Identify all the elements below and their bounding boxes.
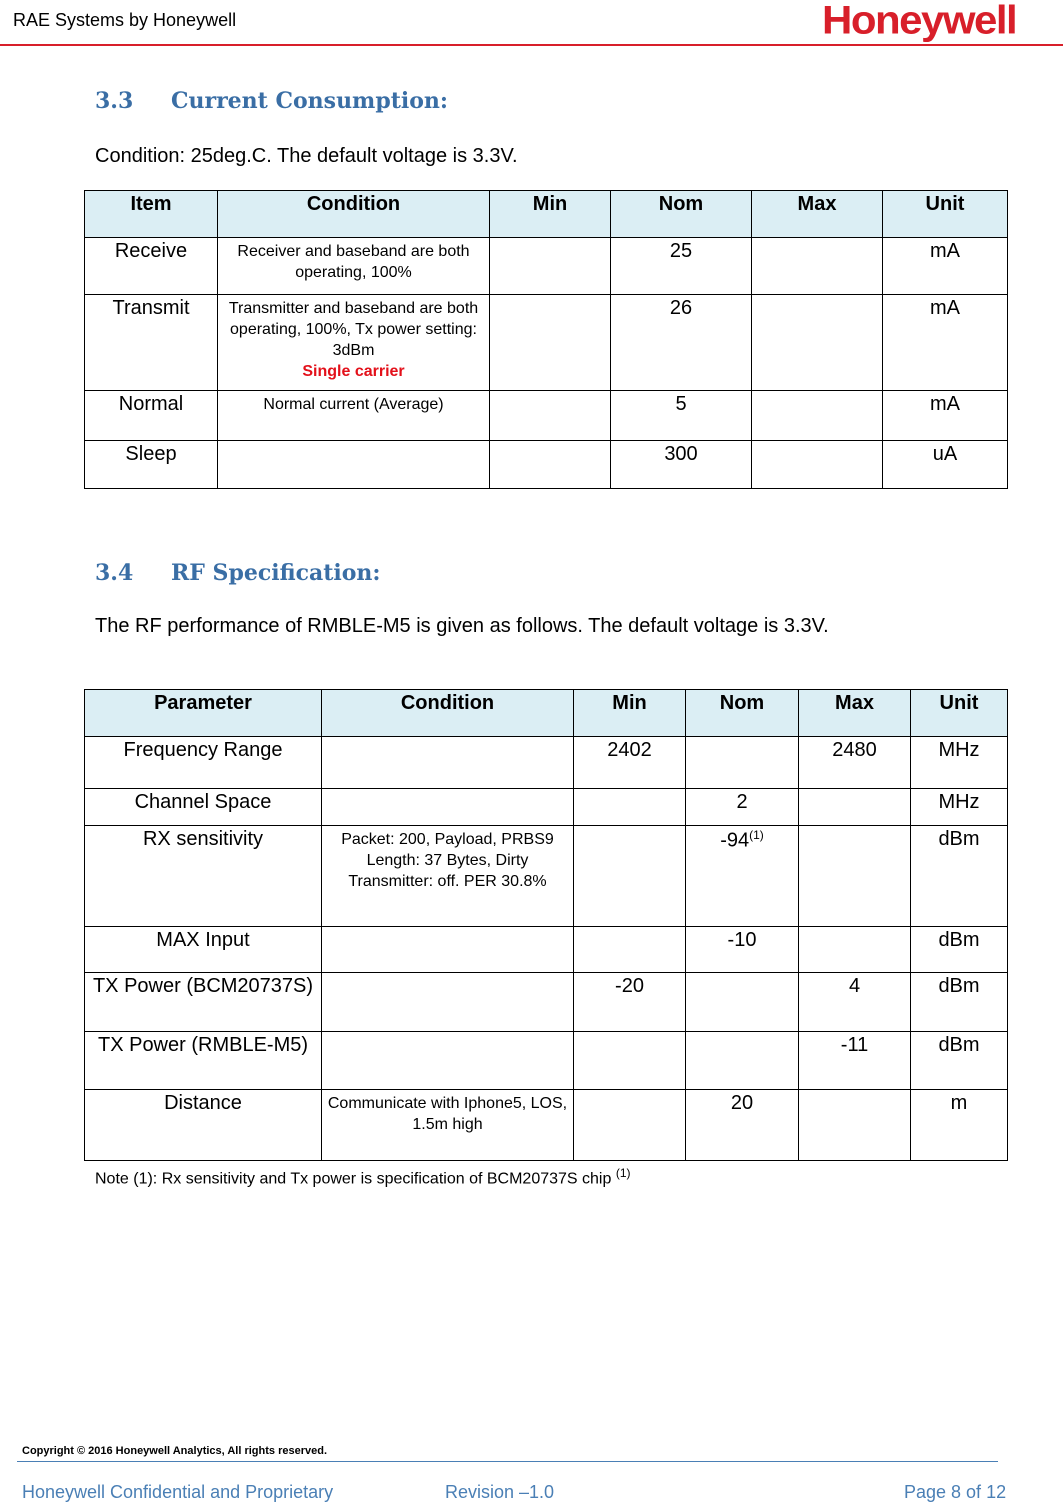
cell-min: [490, 238, 611, 295]
cell-parameter: TX Power (BCM20737S): [85, 973, 322, 1032]
col-header: Min: [574, 690, 686, 737]
cell-unit: mA: [883, 295, 1008, 391]
cell-condition: [218, 295, 490, 391]
section-current-heading: [95, 88, 448, 114]
cell-max: [752, 295, 883, 391]
cell-nom: [686, 1032, 799, 1090]
cell-nom: 26: [611, 295, 752, 391]
cell-min: [490, 391, 611, 441]
footnote-marker: (1): [615, 1166, 631, 1180]
cell-nom: 5: [611, 391, 752, 441]
cell-condition: [218, 441, 490, 489]
cell-min: [574, 1032, 686, 1090]
cell-parameter: RX sensitivity: [85, 826, 322, 927]
col-header: Parameter: [85, 690, 322, 737]
cell-parameter: Channel Space: [85, 789, 322, 826]
cell-max: [799, 826, 911, 927]
table-header-row: [85, 191, 1008, 238]
cell-parameter: Frequency Range: [85, 737, 322, 789]
table-row: [85, 441, 1008, 489]
cell-max: [799, 1090, 911, 1161]
col-header: Unit: [883, 191, 1008, 238]
cell-condition: Normal current (Average): [218, 391, 490, 441]
cell-max: [752, 391, 883, 441]
col-header: Condition: [218, 191, 490, 238]
cell-max: -11: [799, 1032, 911, 1090]
company-name: RAE Systems by Honeywell: [13, 10, 237, 30]
cell-condition: Packet: 200, Payload, PRBS9 Length: 37 Bytes, Dirty Transmitter: off. PER 30.8%: [322, 826, 574, 927]
table-row: [85, 295, 1008, 391]
table-row: [85, 238, 1008, 295]
cell-max: 2480: [799, 737, 911, 789]
cell-nom: [686, 737, 799, 789]
section-title: RF Specification:: [171, 560, 381, 586]
section-rf-heading: [95, 560, 381, 586]
table-header-row: [85, 690, 1008, 737]
cell-condition: [322, 737, 574, 789]
current-consumption-table: [84, 190, 1008, 489]
section-title: Current Consumption:: [171, 88, 449, 114]
cell-item: Receive: [85, 238, 218, 295]
cell-nom: 25: [611, 238, 752, 295]
cell-condition: [322, 927, 574, 973]
revision-label: Revision –1.0: [445, 1482, 555, 1502]
table-row: [85, 391, 1008, 441]
cell-unit: MHz: [911, 789, 1008, 826]
col-header: Max: [752, 191, 883, 238]
cell-min: [490, 295, 611, 391]
table-row: [85, 826, 1008, 927]
cell-unit: dBm: [911, 826, 1008, 927]
cell-item: Normal: [85, 391, 218, 441]
header-divider: [0, 44, 1063, 46]
section-number: 3.3: [95, 88, 134, 114]
cell-nom: [686, 826, 799, 927]
col-header: Nom: [611, 191, 752, 238]
cell-unit: mA: [883, 391, 1008, 441]
col-header: Condition: [322, 690, 574, 737]
cell-parameter: MAX Input: [85, 927, 322, 973]
cell-condition: [322, 789, 574, 826]
condition-text: Transmitter and baseband are both operating, 100%, Tx power setting: 3dBm: [228, 300, 479, 359]
footer-divider: [17, 1461, 998, 1462]
section-number: 3.4: [95, 560, 134, 586]
cell-max: 4: [799, 973, 911, 1032]
cell-unit: mA: [883, 238, 1008, 295]
confidential-label: Honeywell Confidential and Proprietary: [22, 1482, 334, 1502]
cell-min: 2402: [574, 737, 686, 789]
table-row: [85, 973, 1008, 1032]
cell-unit: dBm: [911, 973, 1008, 1032]
cell-nom: 20: [686, 1090, 799, 1161]
cell-min: [574, 826, 686, 927]
cell-max: [799, 927, 911, 973]
col-header: Nom: [686, 690, 799, 737]
cell-unit: dBm: [911, 927, 1008, 973]
cell-parameter: Distance: [85, 1090, 322, 1161]
footnote-text: Note (1): Rx sensitivity and Tx power is specification of BCM20737S chip: [95, 1170, 612, 1188]
copyright-notice: Copyright © 2016 Honeywell Analytics, All rights reserved.: [22, 1445, 327, 1457]
col-header: Max: [799, 690, 911, 737]
table-row: [85, 789, 1008, 826]
cell-condition: [322, 1032, 574, 1090]
cell-min: [574, 789, 686, 826]
cell-min: [574, 1090, 686, 1161]
cell-unit: MHz: [911, 737, 1008, 789]
cell-nom: 300: [611, 441, 752, 489]
rf-specification-table: [84, 689, 1008, 1161]
cell-condition: Receiver and baseband are both operating, 100%: [218, 238, 490, 295]
cell-unit: dBm: [911, 1032, 1008, 1090]
rf-description-text: The RF performance of RMBLE-M5 is given as follows. The default voltage is 3.3V.: [95, 615, 829, 637]
honeywell-logo: Honeywell: [822, 0, 1017, 42]
cell-min: -20: [574, 973, 686, 1032]
table-row: [85, 1032, 1008, 1090]
current-condition-text: Condition: 25deg.C. The default voltage is 3.3V.: [95, 145, 518, 167]
table-row: [85, 927, 1008, 973]
cell-item: Sleep: [85, 441, 218, 489]
nom-value: -94: [720, 829, 750, 852]
footnote: [95, 1166, 631, 1188]
cell-item: Transmit: [85, 295, 218, 391]
cell-condition: Communicate with Iphone5, LOS, 1.5m high: [322, 1090, 574, 1161]
cell-parameter: TX Power (RMBLE-M5): [85, 1032, 322, 1090]
cell-condition: [322, 973, 574, 1032]
cell-nom: [686, 973, 799, 1032]
cell-unit: uA: [883, 441, 1008, 489]
cell-min: [490, 441, 611, 489]
table-row: [85, 737, 1008, 789]
cell-nom: 2: [686, 789, 799, 826]
col-header: Item: [85, 191, 218, 238]
cell-unit: m: [911, 1090, 1008, 1161]
col-header: Unit: [911, 690, 1008, 737]
table-row: [85, 1090, 1008, 1161]
condition-highlight: Single carrier: [302, 363, 405, 380]
cell-max: [752, 441, 883, 489]
cell-nom: -10: [686, 927, 799, 973]
cell-max: [799, 789, 911, 826]
col-header: Min: [490, 191, 611, 238]
footnote-ref: (1): [749, 828, 764, 842]
page-number: Page 8 of 12: [904, 1482, 1007, 1502]
cell-max: [752, 238, 883, 295]
cell-min: [574, 927, 686, 973]
